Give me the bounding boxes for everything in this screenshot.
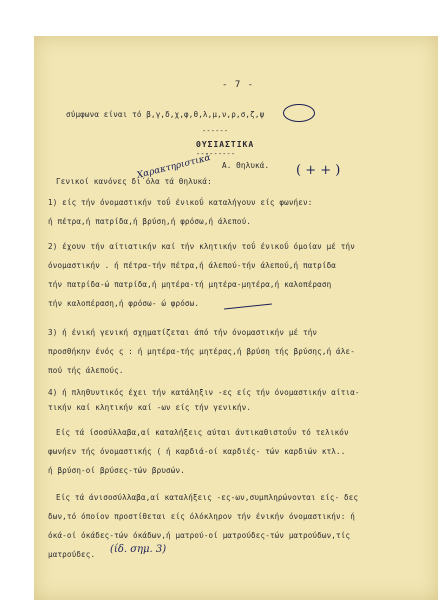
paragraph-1-line-c: ή βρύση-οί βρύσες-τών βρυσών.: [48, 466, 185, 475]
section-title: ΘΥΣΙΑΣΤΙΚΑ: [196, 140, 255, 149]
rule-4-line-a: 4) ή πληθυντικός έχει τήν κατάληξιν -ες είς τήν όνομαστικήν αίτια-: [48, 388, 360, 397]
handwritten-correction: Χαρακτηριστικά: [135, 153, 212, 181]
consonants-line: σύμφωνα είναι τό β,γ,δ,χ,φ,θ,λ,μ,ν,ρ,σ,ζ,ψ: [66, 110, 265, 119]
paragraph-1-line-b: φωνήεν τής όνομαστικής ( ή καρδιά-οί καρδιές- τών καρδιών κτλ..: [48, 447, 346, 456]
title-underline-dashes: ---------: [196, 150, 236, 158]
page-number: - 7 -: [222, 80, 255, 90]
paragraph-2-line-b: δων,τό όποίον προστίθεται είς όλόκληρον τήν ένικήν όνομαστικήν: ή: [48, 512, 355, 521]
rule-3-line-a: 3) ή ένική γενική σχηματίζεται άπό τήν όνομαστικήν μέ τήν: [48, 328, 318, 337]
handwritten-cross-marks: ( + + ): [296, 163, 341, 178]
rule-1-line-a: 1) είς τήν όνομαστικήν τοΰ ένικοΰ καταλήγουν είς φωνήεν:: [48, 198, 313, 207]
handwritten-signature: (ίδ. σημ. 3): [110, 544, 167, 555]
handwritten-circle-mark: [283, 104, 315, 122]
rule-3-line-b: προσθήκην ένός ς : ή μητέρα-τής μητέρας,ή βρύση τής βρύσης,ή άλε-: [48, 347, 355, 356]
rule-2-line-d: τήν καλοπέραση,ή φρόσω- ώ φρόσω.: [48, 299, 200, 308]
paragraph-2-line-a: Είς τά άνισοσύλλαβα,αί καταλήξεις -ες-ων,συμπληρώνονται είς- δες: [56, 493, 359, 502]
rule-2-line-b: όνομαστικήν . ή πέτρα-τήν πέτρα,ή άλεπού-τήν άλεπού,ή πατρίδα: [48, 261, 337, 270]
document-page: [34, 36, 438, 600]
rule-2-line-a: 2) έχουν τήν αίτιατικήν καί τήν κλητικήν τοΰ ένικοΰ όμοίαν μέ τήν: [48, 242, 355, 251]
divider-dashes: ------: [202, 127, 229, 135]
rule-2-line-c: τήν πατρίδα-ώ πατρίδα,ή μητέρα-τή μητέρα-μητέρα,ή καλοπέραση: [48, 280, 332, 289]
rule-3-line-c: πού τής άλεπούς.: [48, 366, 124, 375]
rule-1-line-b: ή πέτρα,ή πατρίδα,ή βρύση,ή φρόσω,ή άλεπού.: [48, 217, 252, 226]
paragraph-2-line-d: ματρούδες.: [48, 550, 96, 559]
subheading: Α. Θηλυκά.: [222, 161, 270, 170]
paragraph-1-line-a: Είς τά ίσοσύλλαβα,αί καταλήξεις αύται άντικαθιστοΰν τό τελικόν: [56, 428, 349, 437]
handwritten-stroke: [224, 303, 272, 309]
paragraph-2-line-c: όκά-οί όκάδες-τών όκάδων,ή ματρού-οί ματρούδες-τών ματρούδων,τίς: [48, 531, 351, 540]
rule-4-line-b: τικήν καί κλητικήν καί -ων είς τήν γενικήν.: [48, 403, 252, 412]
general-rules-line: Γενικοί κανόνες δι΄όλα τά θηλυκά:: [56, 177, 212, 186]
